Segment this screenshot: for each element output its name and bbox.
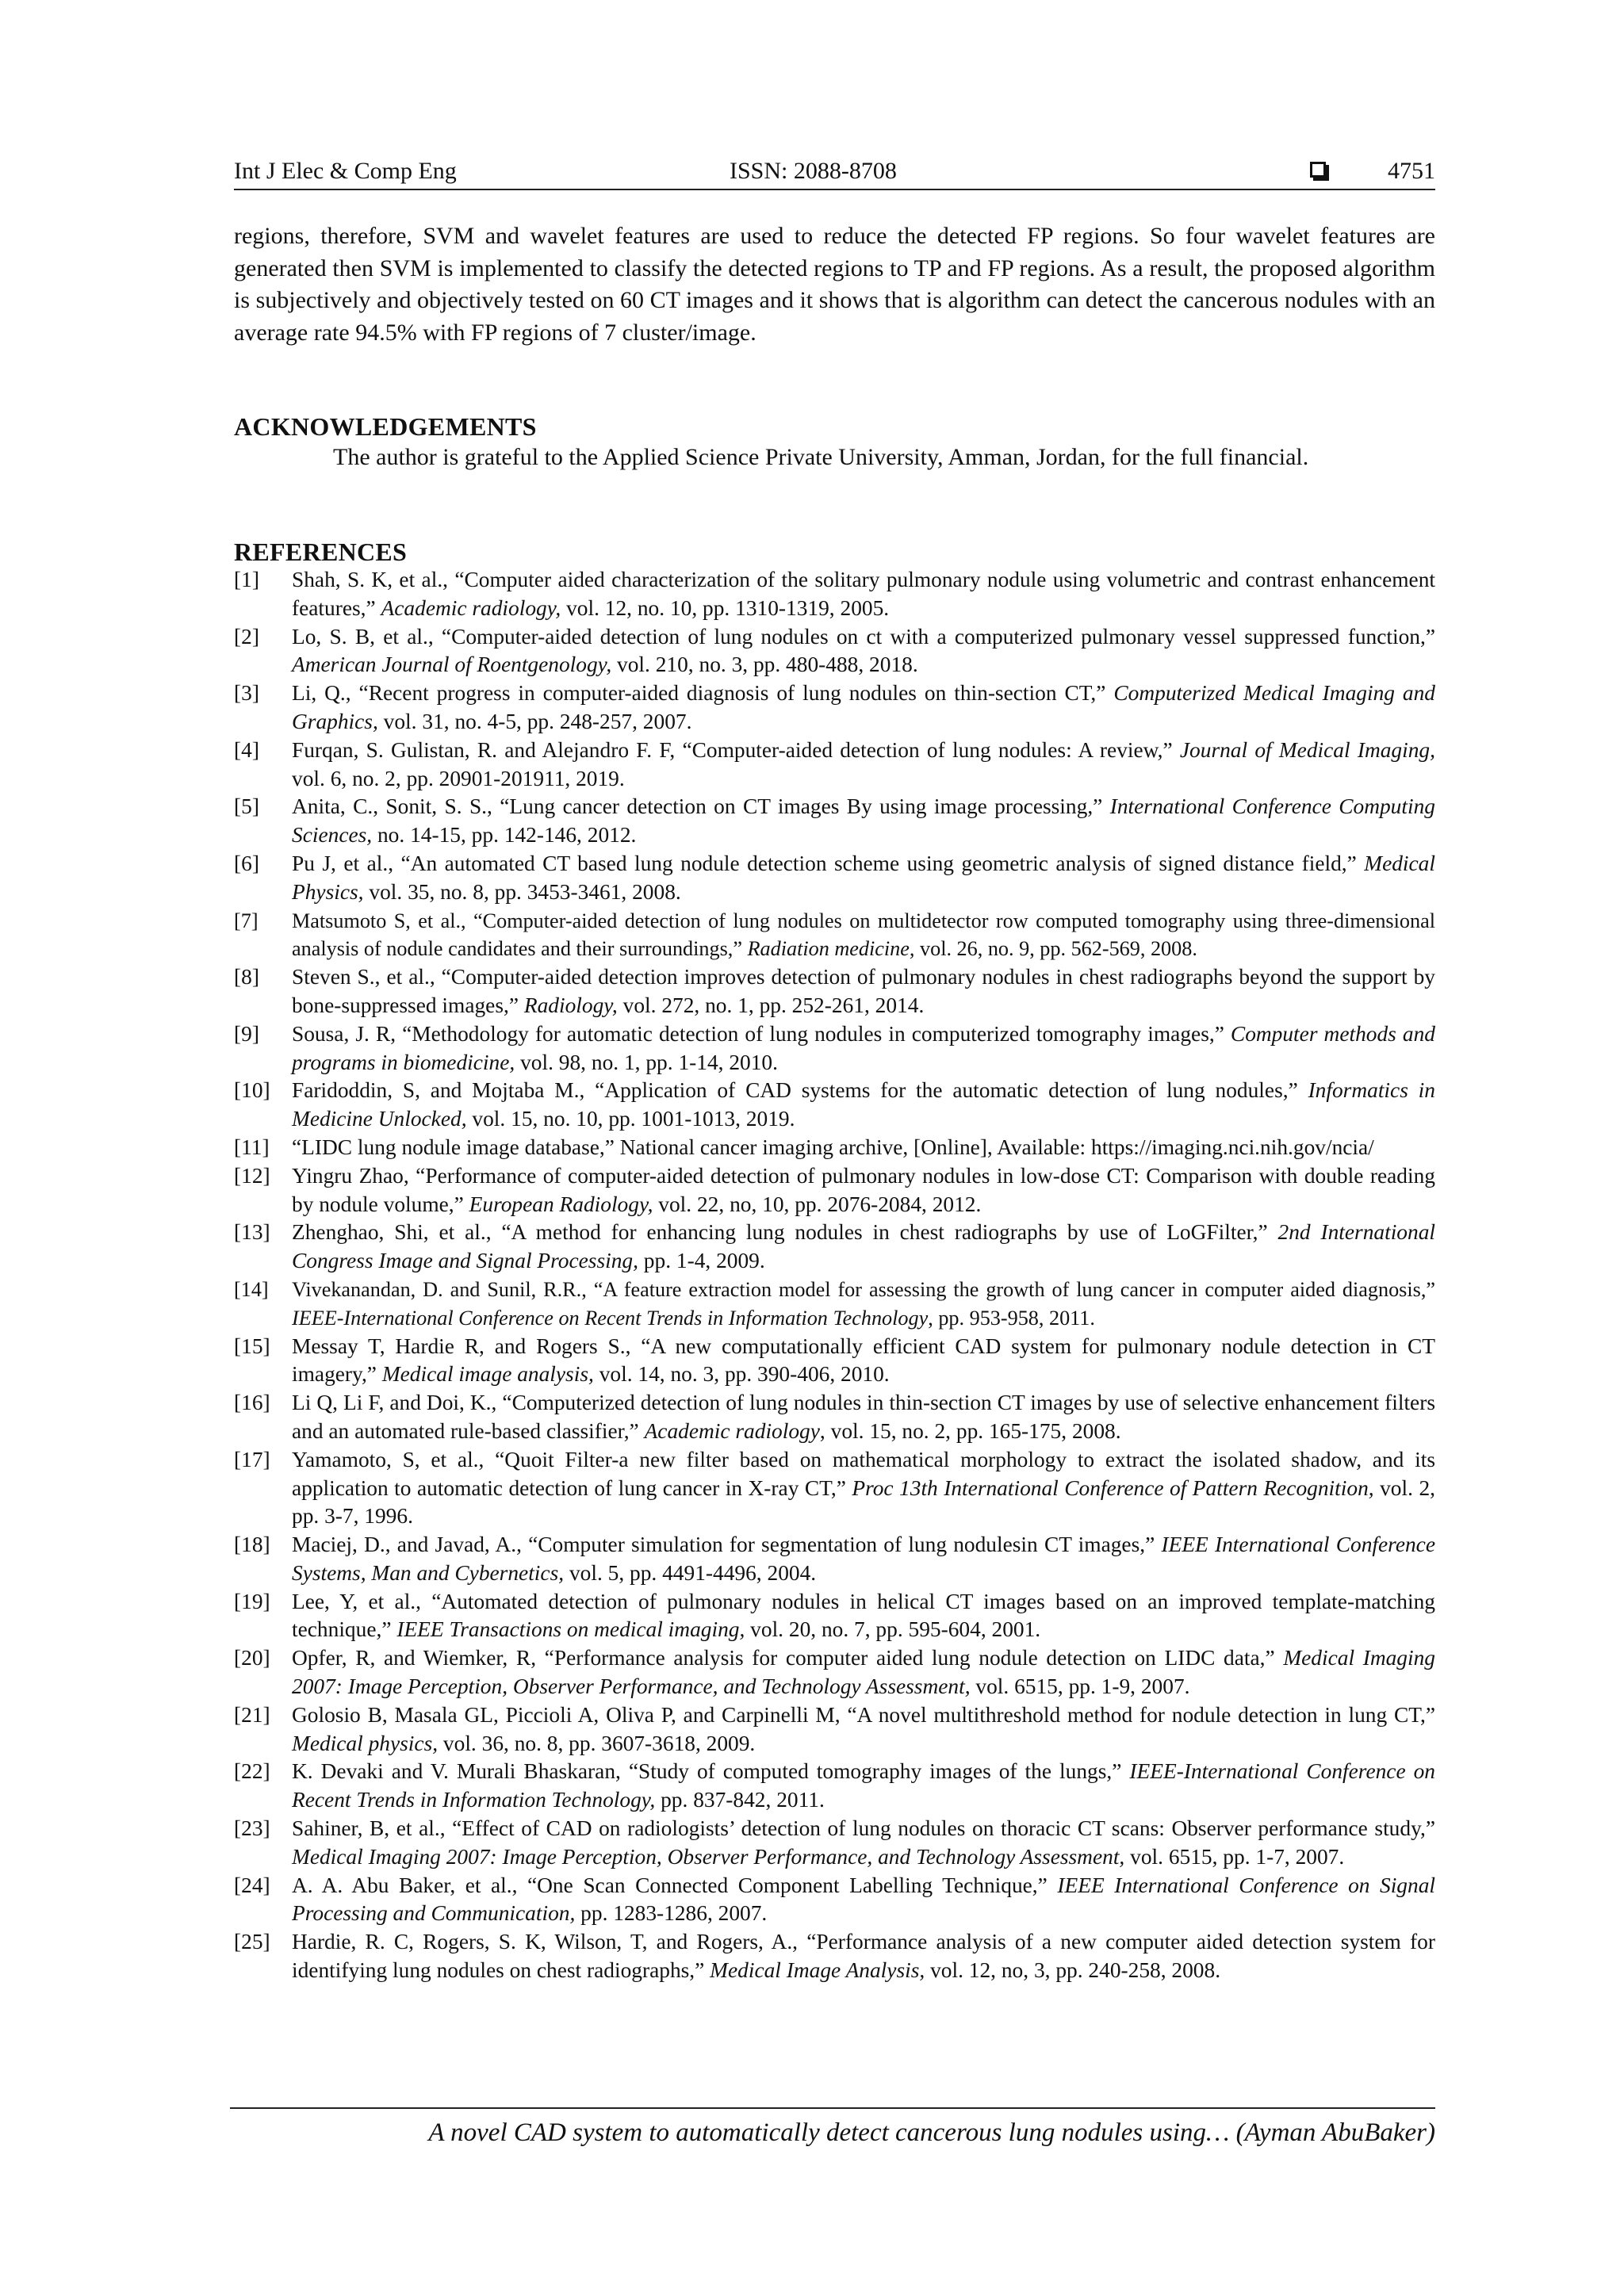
- reference-text: [292, 850, 1435, 907]
- reference-venue: Proc 13th International Conference of Pattern Recognition,: [852, 1475, 1374, 1500]
- reference-details: vol. 2, pp. 3-7, 1996.: [292, 1475, 1435, 1529]
- reference-venue: Academic radiology: [644, 1418, 820, 1443]
- reference-list: [234, 566, 1435, 1985]
- reference-number: [4]: [234, 737, 259, 762]
- reference-item: [234, 1389, 1435, 1446]
- checkbox-square-icon: [1310, 162, 1326, 178]
- reference-text: [292, 623, 1435, 680]
- reference-authors-title: K. Devaki and V. Murali Bhaskaran, “Study of computed tomography images of the lungs,”: [292, 1759, 1130, 1784]
- reference-details: vol. 12, no. 10, pp. 1310-1319, 2005.: [561, 595, 890, 620]
- reference-venue: Computer methods and programs in biomedicine,: [292, 1021, 1435, 1074]
- reference-text: [292, 1446, 1435, 1531]
- reference-venue: IEEE International Conference on Signal Processing and Communication,: [292, 1873, 1435, 1926]
- reference-authors-title: Shah, S. K, et al., “Computer aided characterization of the solitary pulmonary nodule using volumetric and contrast enhancement features,”: [292, 568, 1435, 620]
- reference-authors-title: Vivekanandan, D. and Sunil, R.R., “A feature extraction model for assessing the growth of lung cancer in computer aided diagnosis,”: [292, 1277, 1435, 1301]
- reference-text: [292, 1077, 1435, 1134]
- acknowledgements-text: The author is grateful to the Applied Science Private University, Amman, Jordan, for the full financial.: [333, 444, 1309, 470]
- reference-item: [234, 1758, 1435, 1815]
- reference-number: [8]: [234, 965, 259, 989]
- reference-item: [234, 963, 1435, 1020]
- reference-venue: International Conference Computing Sciences,: [292, 794, 1435, 848]
- reference-venue: Medical physics,: [292, 1731, 439, 1755]
- reference-item: [234, 1588, 1435, 1645]
- reference-venue: Medical image analysis,: [381, 1362, 594, 1387]
- reference-item: [234, 679, 1435, 737]
- reference-authors-title: Furqan, S. Gulistan, R. and Alejandro F. F, “Computer-aided detection of lung nodules: A review,”: [292, 737, 1180, 762]
- reference-text: [292, 1276, 1435, 1333]
- reference-details: vol. 6515, pp. 1-9, 2007.: [970, 1674, 1190, 1699]
- reference-text: [292, 1701, 1435, 1758]
- reference-number: [16]: [234, 1391, 270, 1415]
- reference-text: [292, 1020, 1435, 1077]
- reference-venue: IEEE International Conference Systems, Man and Cybernetics,: [292, 1533, 1435, 1585]
- reference-text: [292, 1333, 1435, 1390]
- reference-number: [11]: [234, 1135, 270, 1159]
- reference-item: [234, 1644, 1435, 1701]
- reference-item: [234, 1872, 1435, 1929]
- reference-number: [9]: [234, 1021, 259, 1046]
- reference-item: [234, 1134, 1435, 1162]
- reference-authors-title: Yamamoto, S, et al., “Quoit Filter-a new filter based on mathematical morphology to extract the isolated shadow, and its application to automatic detection of lung cancer in X-ray CT,”: [292, 1447, 1435, 1500]
- reference-text: [292, 1219, 1435, 1276]
- reference-details: vol. 26, no. 9, pp. 562-569, 2008.: [914, 937, 1197, 961]
- reference-details: , vol. 15, no. 2, pp. 165-175, 2008.: [819, 1418, 1121, 1443]
- reference-text: [292, 566, 1435, 623]
- reference-text: [292, 1588, 1435, 1645]
- reference-text: [292, 1644, 1435, 1701]
- reference-authors-title: “LIDC lung nodule image database,” National cancer imaging archive, [Online], Available: https://imaging.nci.nih.gov/ncia/: [292, 1135, 1374, 1159]
- reference-venue: IEEE-International Conference on Recent Trends in Information Technology: [292, 1306, 929, 1330]
- reference-authors-title: Yingru Zhao, “Performance of computer-aided detection of pulmonary nodules in low-dose CT: Comparison with double reading by nodule volume,”: [292, 1163, 1435, 1216]
- page-number: 4751: [1388, 158, 1435, 184]
- reference-number: [20]: [234, 1646, 270, 1670]
- reference-details: vol. 35, no. 8, pp. 3453-3461, 2008.: [363, 879, 681, 904]
- page-header: [234, 155, 1435, 190]
- reference-details: vol. 14, no. 3, pp. 390-406, 2010.: [593, 1362, 890, 1387]
- reference-venue: Academic radiology,: [381, 595, 561, 620]
- reference-authors-title: Faridoddin, S, and Mojtaba M., “Application of CAD systems for the automatic detection of lung nodules,”: [292, 1078, 1308, 1103]
- reference-details: vol. 22, no, 10, pp. 2076-2084, 2012.: [653, 1192, 982, 1216]
- reference-item: [234, 1077, 1435, 1134]
- reference-number: [13]: [234, 1220, 270, 1245]
- reference-details: vol. 36, no. 8, pp. 3607-3618, 2009.: [438, 1731, 756, 1755]
- reference-item: [234, 1446, 1435, 1531]
- reference-venue: Journal of Medical Imaging,: [1179, 737, 1435, 762]
- reference-text: [292, 1815, 1435, 1872]
- reference-venue: Medical Imaging 2007: Image Perception, Observer Performance, and Technology Assessment,: [292, 1646, 1435, 1699]
- reference-text: [292, 1531, 1435, 1588]
- reference-authors-title: Matsumoto S, et al., “Computer-aided detection of lung nodules on multidetector row computed tomography using three-dimensional analysis of nodule candidates and their surroundings,”: [292, 909, 1435, 961]
- reference-item: [234, 850, 1435, 907]
- reference-item: [234, 907, 1435, 964]
- reference-authors-title: Steven S., et al., “Computer-aided detection improves detection of pulmonary nodules in chest radiographs beyond the support by bone-suppressed images,”: [292, 965, 1435, 1017]
- reference-item: [234, 1928, 1435, 1985]
- reference-text: [292, 793, 1435, 850]
- reference-text: [292, 1758, 1435, 1815]
- issn-label: ISSN: 2088-8708: [730, 158, 897, 184]
- reference-authors-title: Lo, S. B, et al., “Computer-aided detection of lung nodules on ct with a computerized pulmonary vessel suppressed function,”: [292, 624, 1435, 649]
- footer-running-title: A novel CAD system to automatically detect cancerous lung nodules using… (Ayman AbuBaker): [230, 2107, 1435, 2150]
- references-heading: REFERENCES: [234, 538, 408, 566]
- reference-number: [7]: [234, 909, 259, 932]
- reference-number: [1]: [234, 568, 259, 591]
- reference-venue: Radiation medicine,: [747, 937, 915, 961]
- reference-number: [22]: [234, 1759, 270, 1784]
- body-paragraph: regions, therefore, SVM and wavelet features are used to reduce the detected FP regions. So four wavelet features are generated then SVM is implemented to classify the detected regions to TP and FP regions. As a result, the proposed algorithm is subjectively and objectively tested on 60 CT images and it shows that is algorithm can detect the cancerous nodules with an average rate 94.5% with FP regions of 7 cluster/image.: [234, 223, 1435, 346]
- reference-item: [234, 623, 1435, 680]
- reference-details: vol. 12, no, 3, pp. 240-258, 2008.: [925, 1958, 1221, 1983]
- reference-details: , pp. 953-958, 2011.: [928, 1306, 1095, 1330]
- reference-text: [292, 1134, 1435, 1162]
- reference-details: no. 14-15, pp. 142-146, 2012.: [372, 823, 637, 848]
- reference-authors-title: Messay T, Hardie R, and Rogers S., “A new computationally efficient CAD system for pulmonary nodule detection in CT imagery,”: [292, 1334, 1435, 1387]
- reference-number: [19]: [234, 1589, 270, 1613]
- reference-authors-title: Maciej, D., and Javad, A., “Computer simulation for segmentation of lung nodulesin CT images,”: [292, 1533, 1162, 1557]
- reference-venue: Medical Imaging 2007: Image Perception, Observer Performance, and Technology Assessment,: [292, 1844, 1125, 1869]
- reference-number: [12]: [234, 1163, 270, 1188]
- reference-number: [2]: [234, 624, 259, 649]
- reference-details: vol. 98, no. 1, pp. 1-14, 2010.: [515, 1050, 778, 1074]
- reference-details: vol. 210, no. 3, pp. 480-488, 2018.: [611, 652, 918, 677]
- reference-authors-title: A. A. Abu Baker, et al., “One Scan Connected Component Labelling Technique,”: [292, 1873, 1058, 1897]
- reference-text: [292, 1162, 1435, 1219]
- reference-item: [234, 566, 1435, 623]
- reference-details: pp. 837-842, 2011.: [655, 1788, 825, 1812]
- reference-venue: IEEE-International Conference on Recent Trends in Information Technology,: [292, 1759, 1436, 1812]
- reference-text: [292, 679, 1435, 737]
- reference-venue: Informatics in Medicine Unlocked,: [292, 1078, 1435, 1131]
- reference-authors-title: Sousa, J. R, “Methodology for automatic detection of lung nodules in computerized tomography images,”: [292, 1021, 1231, 1046]
- reference-venue: 2nd International Congress Image and Signal Processing,: [292, 1220, 1436, 1273]
- reference-venue: Medical Image Analysis,: [710, 1958, 925, 1983]
- reference-item: [234, 737, 1435, 794]
- reference-venue: Computerized Medical Imaging and Graphics,: [292, 681, 1435, 733]
- reference-number: [25]: [234, 1930, 270, 1954]
- reference-details: vol. 15, no. 10, pp. 1001-1013, 2019.: [466, 1107, 795, 1131]
- reference-authors-title: Li Q, Li F, and Doi, K., “Computerized detection of lung nodules in thin-section CT images by use of selective enhancement filters and an automated rule-based classifier,”: [292, 1391, 1435, 1443]
- reference-number: [17]: [234, 1447, 270, 1471]
- reference-text: [292, 1928, 1435, 1985]
- reference-authors-title: Zhenghao, Shi, et al., “A method for enhancing lung nodules in chest radiographs by use of LoGFilter,”: [292, 1220, 1278, 1245]
- reference-item: [234, 1815, 1435, 1872]
- reference-item: [234, 1162, 1435, 1219]
- reference-item: [234, 1333, 1435, 1390]
- reference-item: [234, 1701, 1435, 1758]
- acknowledgements-heading: ACKNOWLEDGEMENTS: [234, 412, 537, 441]
- reference-venue: American Journal of Roentgenology,: [292, 652, 612, 677]
- reference-details: pp. 1283-1286, 2007.: [575, 1901, 768, 1926]
- reference-details: pp. 1-4, 2009.: [638, 1249, 765, 1273]
- reference-number: [23]: [234, 1816, 270, 1841]
- reference-authors-title: Pu J, et al., “An automated CT based lung nodule detection scheme using geometric analysis of signed distance field,”: [292, 851, 1365, 875]
- reference-number: [6]: [234, 851, 259, 875]
- reference-number: [10]: [234, 1078, 270, 1103]
- reference-item: [234, 1219, 1435, 1276]
- reference-venue: Radiology,: [523, 993, 618, 1017]
- reference-item: [234, 1020, 1435, 1077]
- reference-text: [292, 907, 1435, 964]
- reference-details: vol. 272, no. 1, pp. 252-261, 2014.: [617, 993, 925, 1017]
- reference-number: [3]: [234, 681, 259, 706]
- reference-details: vol. 20, no. 7, pp. 595-604, 2001.: [745, 1617, 1041, 1642]
- reference-authors-title: Li, Q., “Recent progress in computer-aided diagnosis of lung nodules on thin-section CT,”: [292, 681, 1114, 706]
- reference-text: [292, 1872, 1435, 1929]
- reference-text: [292, 963, 1435, 1020]
- reference-venue: IEEE Transactions on medical imaging,: [396, 1617, 745, 1642]
- reference-details: vol. 5, pp. 4491-4496, 2004.: [564, 1560, 817, 1585]
- reference-item: [234, 1531, 1435, 1588]
- reference-number: [21]: [234, 1702, 270, 1727]
- reference-authors-title: Sahiner, B, et al., “Effect of CAD on radiologists’ detection of lung nodules on thoracic CT scans: Observer performance study,”: [292, 1816, 1435, 1841]
- reference-text: [292, 1389, 1435, 1446]
- reference-number: [18]: [234, 1533, 270, 1557]
- reference-number: [5]: [234, 794, 259, 819]
- reference-item: [234, 793, 1435, 850]
- reference-number: [24]: [234, 1873, 270, 1897]
- reference-item: [234, 1276, 1435, 1333]
- reference-venue: European Radiology,: [469, 1192, 653, 1216]
- reference-number: [15]: [234, 1334, 270, 1358]
- reference-authors-title: Hardie, R. C, Rogers, S. K, Wilson, T, and Rogers, A., “Performance analysis of a new computer aided detection system for identifying lung nodules on chest radiographs,”: [292, 1930, 1435, 1983]
- reference-authors-title: Opfer, R, and Wiemker, R, “Performance analysis for computer aided lung nodule detection on LIDC data,”: [292, 1646, 1284, 1670]
- journal-abbrev: Int J Elec & Comp Eng: [234, 158, 457, 184]
- reference-text: [292, 737, 1435, 794]
- reference-authors-title: Lee, Y, et al., “Automated detection of pulmonary nodules in helical CT images based on an improved template-matching technique,”: [292, 1589, 1435, 1642]
- reference-number: [14]: [234, 1277, 269, 1301]
- reference-details: vol. 6, no. 2, pp. 20901-201911, 2019.: [292, 766, 625, 790]
- reference-authors-title: Anita, C., Sonit, S. S., “Lung cancer detection on CT images By using image processing,”: [292, 794, 1110, 819]
- reference-authors-title: Golosio B, Masala GL, Piccioli A, Oliva P, and Carpinelli M, “A novel multithreshold method for nodule detection in lung CT,”: [292, 1702, 1435, 1727]
- reference-details: vol. 6515, pp. 1-7, 2007.: [1124, 1844, 1345, 1869]
- reference-details: vol. 31, no. 4-5, pp. 248-257, 2007.: [377, 709, 692, 733]
- reference-venue: Medical Physics,: [292, 851, 1435, 904]
